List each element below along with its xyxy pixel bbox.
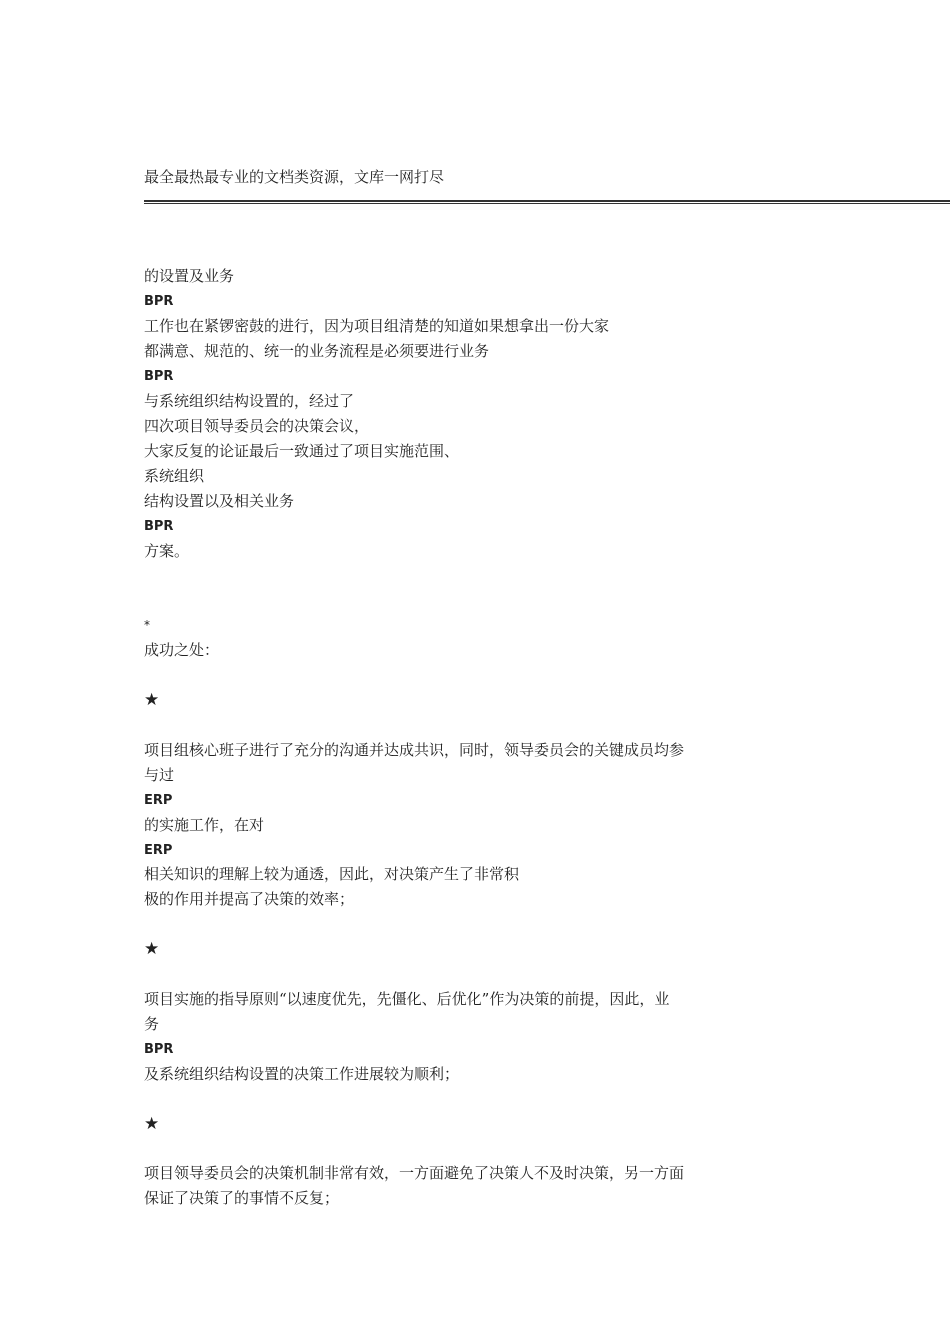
body-line: 保证了决策了的事情不反复； bbox=[144, 1189, 340, 1207]
body-line: BPR bbox=[144, 1042, 174, 1057]
body-line: 务 bbox=[144, 1015, 160, 1033]
star-bullet: ★ bbox=[144, 939, 160, 959]
body-line: 工作也在紧锣密鼓的进行，因为项目组清楚的知道如果想拿出一份大家 bbox=[144, 317, 610, 335]
section-heading: 成功之处： bbox=[144, 641, 220, 659]
body-line: 都满意、规范的、统一的业务流程是必须要进行业务 bbox=[144, 342, 490, 360]
body-line: 及系统组织结构设置的决策工作进展较为顺利； bbox=[144, 1065, 460, 1083]
body-line: 项目领导委员会的决策机制非常有效，一方面避免了决策人不及时决策，另一方面 bbox=[144, 1164, 685, 1182]
body-line: 项目实施的指导原则“以速度优先，先僵化、后优化”作为决策的前提，因此，业 bbox=[144, 990, 670, 1008]
star-bullet: ★ bbox=[144, 1114, 160, 1134]
body-line: ERP bbox=[144, 843, 173, 858]
body-line: 与过 bbox=[144, 766, 175, 784]
body-line: 的实施工作，在对 bbox=[144, 816, 265, 834]
body-line: BPR bbox=[144, 369, 174, 384]
body-line: 系统组织 bbox=[144, 467, 205, 485]
body-line: 四次项目领导委员会的决策会议， bbox=[144, 417, 370, 435]
page-header-title: 最全最热最专业的文档类资源，文库一网打尽 bbox=[144, 168, 445, 186]
asterisk-marker: * bbox=[144, 618, 150, 632]
body-line: 相关知识的理解上较为通透，因此，对决策产生了非常积 bbox=[144, 865, 520, 883]
star-bullet: ★ bbox=[144, 690, 160, 710]
body-line: 极的作用并提高了决策的效率； bbox=[144, 890, 355, 908]
body-line: ERP bbox=[144, 793, 173, 808]
body-line: 的设置及业务 bbox=[144, 267, 235, 285]
body-line: 结构设置以及相关业务 bbox=[144, 492, 295, 510]
body-line: BPR bbox=[144, 519, 174, 534]
body-line: 方案。 bbox=[144, 542, 190, 560]
body-line: 大家反复的论证最后一致通过了项目实施范围、 bbox=[144, 442, 460, 460]
header-divider bbox=[144, 200, 950, 204]
body-line: 项目组核心班子进行了充分的沟通并达成共识，同时，领导委员会的关键成员均参 bbox=[144, 741, 685, 759]
body-line: BPR bbox=[144, 294, 174, 309]
body-line: 与系统组织结构设置的，经过了 bbox=[144, 392, 355, 410]
